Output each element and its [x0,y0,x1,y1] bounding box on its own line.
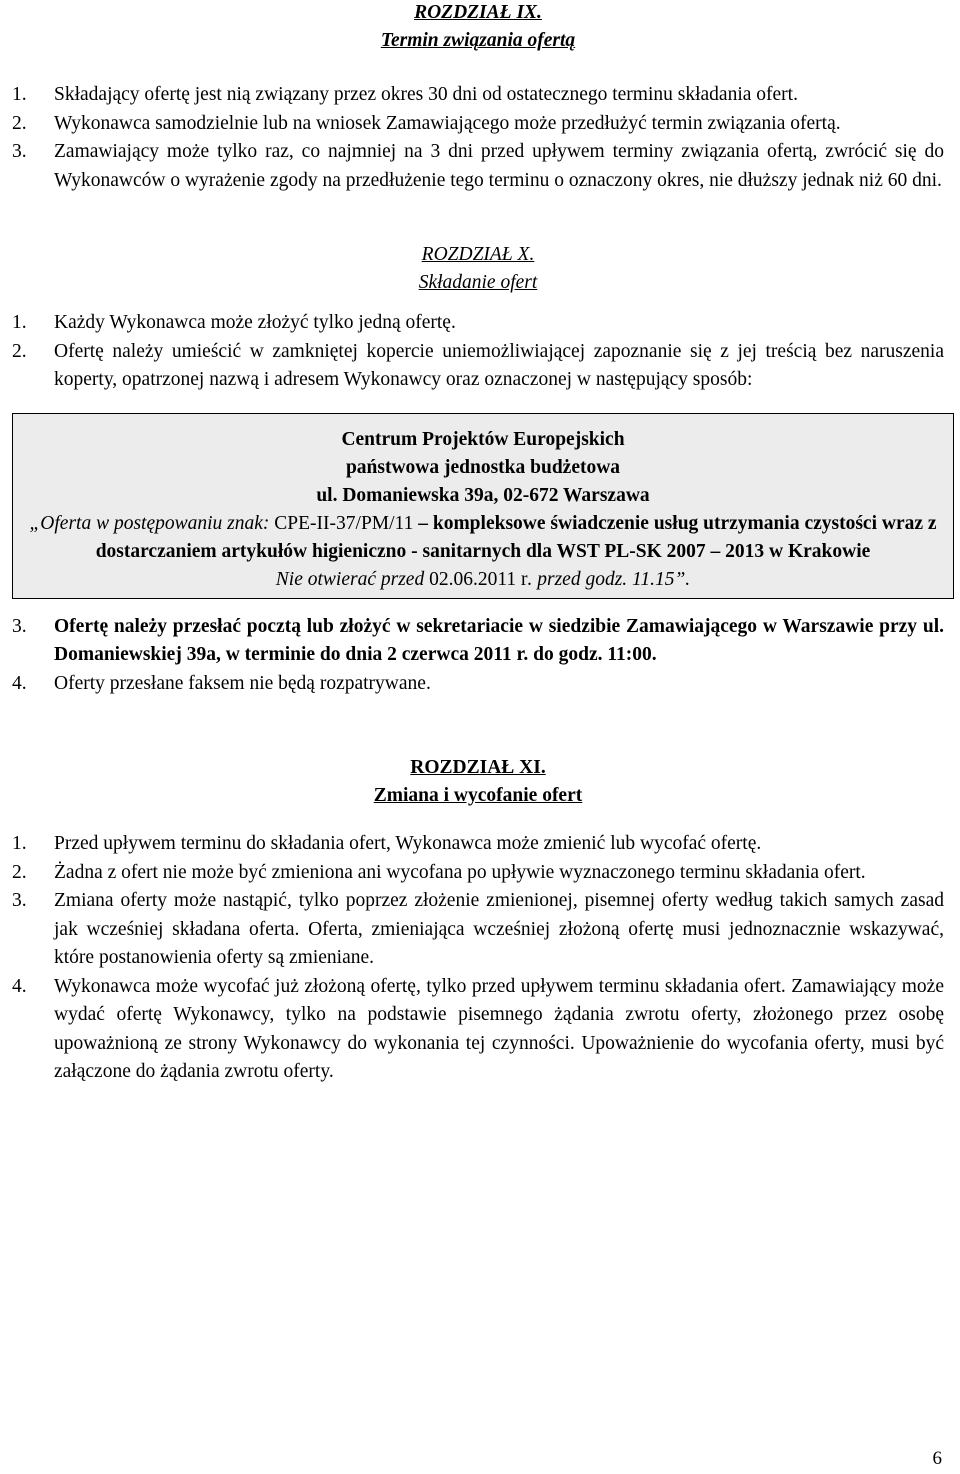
list-item [12,309,944,338]
list-item [12,859,944,888]
chapter-x-title: Składanie ofert [418,272,538,293]
item-text: Wykonawca samodzielnie lub na wniosek Zamawiającego może przedłużyć termin związania ofertą. [54,112,841,134]
item-text: Przed upływem terminu do składania ofert, Wykonawca może zmienić lub wycofać ofertę. [54,833,762,854]
item-number: 2. [12,112,27,134]
item-text: Każdy Wykonawca może złożyć tylko jedną ofertę. [54,312,456,333]
item-number: 3. [12,141,27,162]
box-offer-code: CPE-II-37/PM/11 [269,512,419,534]
item-number: 4. [12,975,27,997]
item-text: Żadna z ofert nie może być zmieniona ani wycofana po upływie wyznaczonego terminu składania ofert. [54,861,866,883]
item-number: 1. [12,312,27,333]
item-number: 3. [12,615,27,637]
chapter-x-number: ROZDZIAŁ X. [421,244,535,265]
item-number: 2. [12,340,27,362]
item-text: Wykonawca może wycofać już złożoną ofertę, tylko przed upływem terminu składania ofert. Zamawiający może wydać ofertę Wykonawcy, tylko na podstawie pisemnego żądania zwrotu oferty, złożonego przez osobę upoważnioną ze strony Wykonawcy do wykonania tej czynności. Upoważnienie do wycofania oferty, musi być załączone do żądania zwrotu oferty. [54,975,944,1082]
box-line-1: Centrum Projektów Europejskich [341,428,625,450]
item-number: 3. [12,890,27,911]
box-time: . przed godz. 11.15”. [527,568,691,590]
item-number: 1. [12,833,27,854]
item-number: 1. [12,84,27,105]
item-number: 4. [12,672,27,694]
item-text: Zamawiający może tylko raz, co najmniej na 3 dni przed upływem terminy związania ofertą, zwrócić się do Wykonawców o wyrażenie zgody na przedłużenie tego terminu o oznaczony okres, nie dłuższy jednak niż 60 dni. [54,141,944,191]
box-line-5 [17,566,949,594]
box-offer-label: „Oferta w postępowaniu znak: [29,512,270,534]
item-text: Ofertę należy przesłać pocztą lub złożyć w sekretariacie w siedzibie Zamawiającego w Warszawie przy ul. Domaniewskiej 39a, w terminie do dnia 2 czerwca 2011 r. do godz. 11:00. [54,615,944,665]
item-text: Ofertę należy umieścić w zamkniętej kopercie uniemożliwiającej zapoznanie się z jej treścią bez naruszenia koperty, opatrzonej nazwą i adresem Wykonawcy oraz oznaczonej w następujący sposób: [54,340,944,390]
item-number: 2. [12,861,27,883]
chapter-xi-title: Zmiana i wycofanie ofert [373,785,583,806]
list-item [12,670,944,699]
list-item [12,110,944,139]
item-text: Oferty przesłane faksem nie będą rozpatrywane. [54,672,431,694]
list-item [12,613,944,670]
box-do-not-open: Nie otwierać przed [275,568,430,590]
chapter-xi-heading [12,754,944,810]
envelope-label-box [12,413,954,599]
list-item [12,887,944,973]
chapter-xi-number: ROZDZIAŁ XI. [410,757,546,778]
item-text: Zmiana oferty może nastąpić, tylko poprzez złożenie zmienionej, pisemnej oferty według takich samych zasad jak wcześniej składana oferta. Oferta, zmieniająca wcześniej złożoną ofertę musi jednoznacznie wskazywać, które postanowienia oferty są zmieniane. [54,890,944,968]
page-number: 6 [932,1448,942,1469]
box-line-2: państwowa jednostka budżetowa [345,456,621,478]
list-item [12,138,944,195]
chapter-ix-heading [12,0,944,55]
list-item [12,81,944,110]
chapter-ix-number: ROZDZIAŁ IX. [414,2,542,23]
list-item [12,973,944,1087]
document-content [12,0,944,1087]
box-line-3: ul. Domaniewska 39a, 02-672 Warszawa [316,484,650,506]
list-item [12,830,944,859]
list-item [12,338,944,395]
chapter-x-heading [12,241,944,297]
chapter-ix-title: Termin związania ofertą [380,30,576,51]
box-line-4 [17,510,949,566]
item-text: Składający ofertę jest nią związany przez okres 30 dni od ostatecznego terminu składania ofert. [54,84,798,105]
box-offer-subject: – kompleksowe świadczenie usług utrzymania czystości wraz z dostarczaniem artykułów higieniczno - sanitarnych dla WST PL-SK 2007 – 2013 w Krakowie [95,512,937,562]
box-date: 02.06.2011 r [429,568,528,590]
